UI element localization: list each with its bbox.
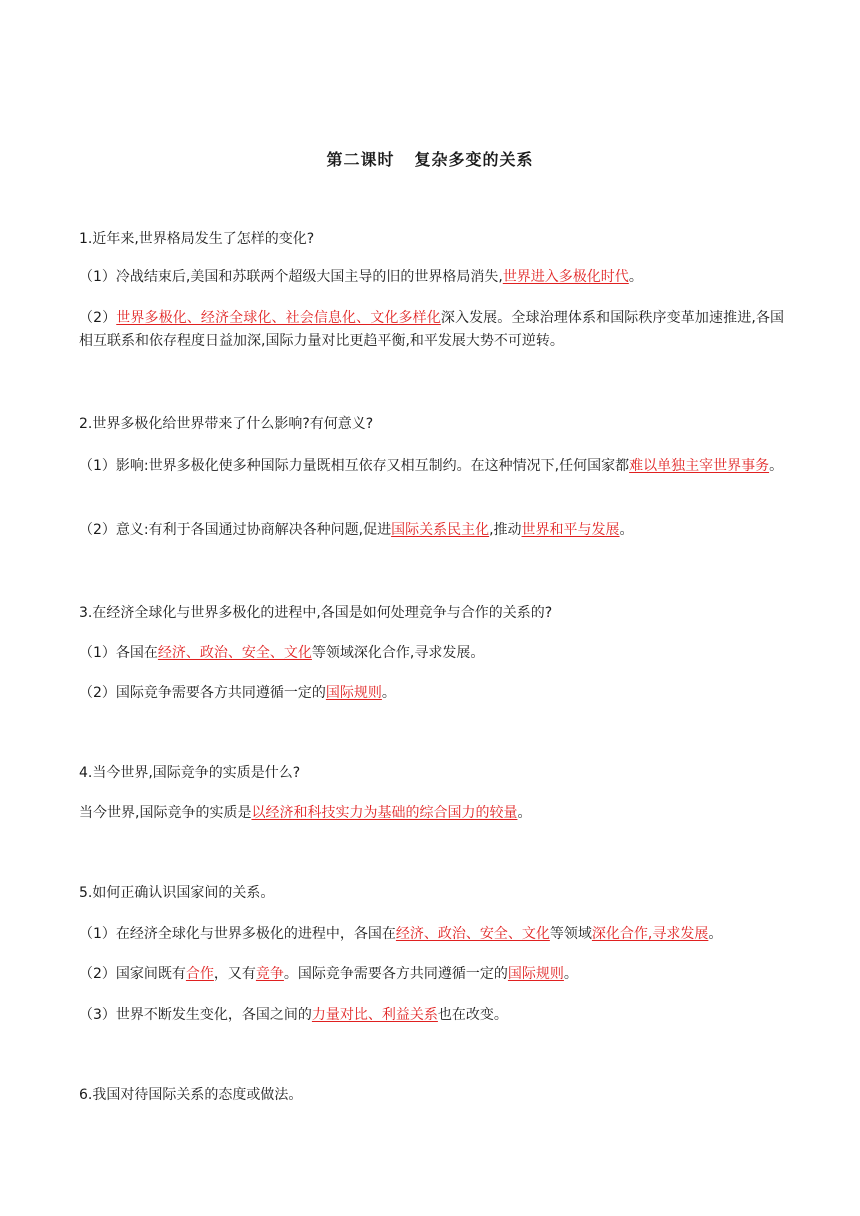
text-segment: （1）影响:世界多极化使多种国际力量既相互依存又相互制约。在这种情况下,任何国家都	[79, 458, 630, 474]
text-segment: 。	[563, 966, 578, 982]
text-segment: （3）世界不断发生变化，各国之间的	[79, 1007, 312, 1023]
text-segment: 也在改变。	[437, 1007, 508, 1023]
text-segment: 1.近年来,世界格局发生了怎样的变化?	[79, 231, 315, 247]
text-segment: 3.在经济全球化与世界多极化的进程中,各国是如何处理竞争与合作的关系的?	[79, 605, 553, 621]
text-segment: （2）国家间既有	[79, 966, 186, 982]
answer-keyword: 深化合作,寻求发展	[591, 926, 709, 942]
answer-keyword: 世界多极化、经济全球化、社会信息化、文化多样化	[116, 310, 441, 326]
answer-3-1	[79, 642, 784, 665]
question-5	[79, 882, 784, 905]
answer-4-1	[79, 802, 784, 825]
answer-keyword: 合作	[185, 966, 214, 982]
text-segment: 2.世界多极化给世界带来了什么影响?有何意义?	[79, 416, 374, 432]
text-segment: 。	[628, 269, 643, 285]
text-segment: （2）国际竞争需要各方共同遵循一定的	[79, 685, 326, 701]
text-segment: 。	[619, 522, 634, 538]
text-segment: （1）冷战结束后,美国和苏联两个超级大国主导的旧的世界格局消失,	[79, 269, 503, 285]
text-segment: 。	[708, 926, 723, 942]
text-segment: 5.如何正确认识国家间的关系。	[79, 885, 275, 901]
text-segment: 6.我国对待国际关系的态度或做法。	[79, 1087, 303, 1103]
text-segment: （2）意义:有利于各国通过协商解决各种问题,促进	[79, 522, 392, 538]
page-title	[0, 147, 860, 170]
text-segment: ，又有	[213, 966, 256, 982]
answer-keyword: 难以单独主宰世界事务	[629, 458, 770, 474]
answer-keyword: 世界和平与发展	[521, 522, 620, 538]
text-segment: （1）在经济全球化与世界多极化的进程中，各国在	[79, 926, 396, 942]
text-segment: ,推动	[489, 522, 522, 538]
answer-keyword: 经济、政治、安全、文化	[395, 926, 550, 942]
text-segment: 深入发展。全球治理体系和国际秩序变革加速推进,各国相互联系和依存程度日益加深,国际力量对比更趋平衡,和平发展大势不可逆转。	[79, 310, 784, 349]
answer-keyword: 国际关系民主化	[391, 522, 490, 538]
text-segment: 等领域深化合作,寻求发展。	[311, 645, 485, 661]
question-1	[79, 228, 784, 251]
question-4	[79, 762, 784, 785]
answer-keyword: 国际规则	[507, 966, 564, 982]
text-segment: 。	[769, 458, 784, 474]
text-segment: （1）各国在	[79, 645, 158, 661]
question-3	[79, 602, 784, 625]
title-lesson: 第二课时	[326, 150, 395, 169]
question-2	[79, 413, 784, 436]
answer-5-3	[79, 1004, 784, 1027]
answer-1-1	[79, 266, 784, 289]
question-6	[79, 1084, 784, 1107]
answer-keyword: 国际规则	[325, 685, 382, 701]
text-segment: 。	[381, 685, 396, 701]
text-segment: 。国际竞争需要各方共同遵循一定的	[283, 966, 508, 982]
answer-2-2	[79, 519, 784, 542]
answer-keyword: 经济、政治、安全、文化	[157, 645, 312, 661]
answer-2-1	[79, 455, 784, 478]
text-segment: 4.当今世界,国际竞争的实质是什么?	[79, 765, 301, 781]
text-segment: 当今世界,国际竞争的实质是	[79, 805, 252, 821]
answer-1-2	[79, 307, 784, 353]
answer-5-1	[79, 923, 784, 946]
answer-3-2	[79, 682, 784, 705]
text-segment: （2）	[79, 310, 117, 326]
answer-keyword: 力量对比、利益关系	[311, 1007, 438, 1023]
answer-5-2	[79, 963, 784, 986]
answer-keyword: 竞争	[255, 966, 284, 982]
answer-keyword: 世界进入多极化时代	[502, 269, 629, 285]
text-segment: 等领域	[549, 926, 592, 942]
answer-keyword: 以经济和科技实力为基础的综合国力的较量	[251, 805, 518, 821]
title-topic: 复杂多变的关系	[414, 150, 534, 169]
text-segment: 。	[517, 805, 532, 821]
